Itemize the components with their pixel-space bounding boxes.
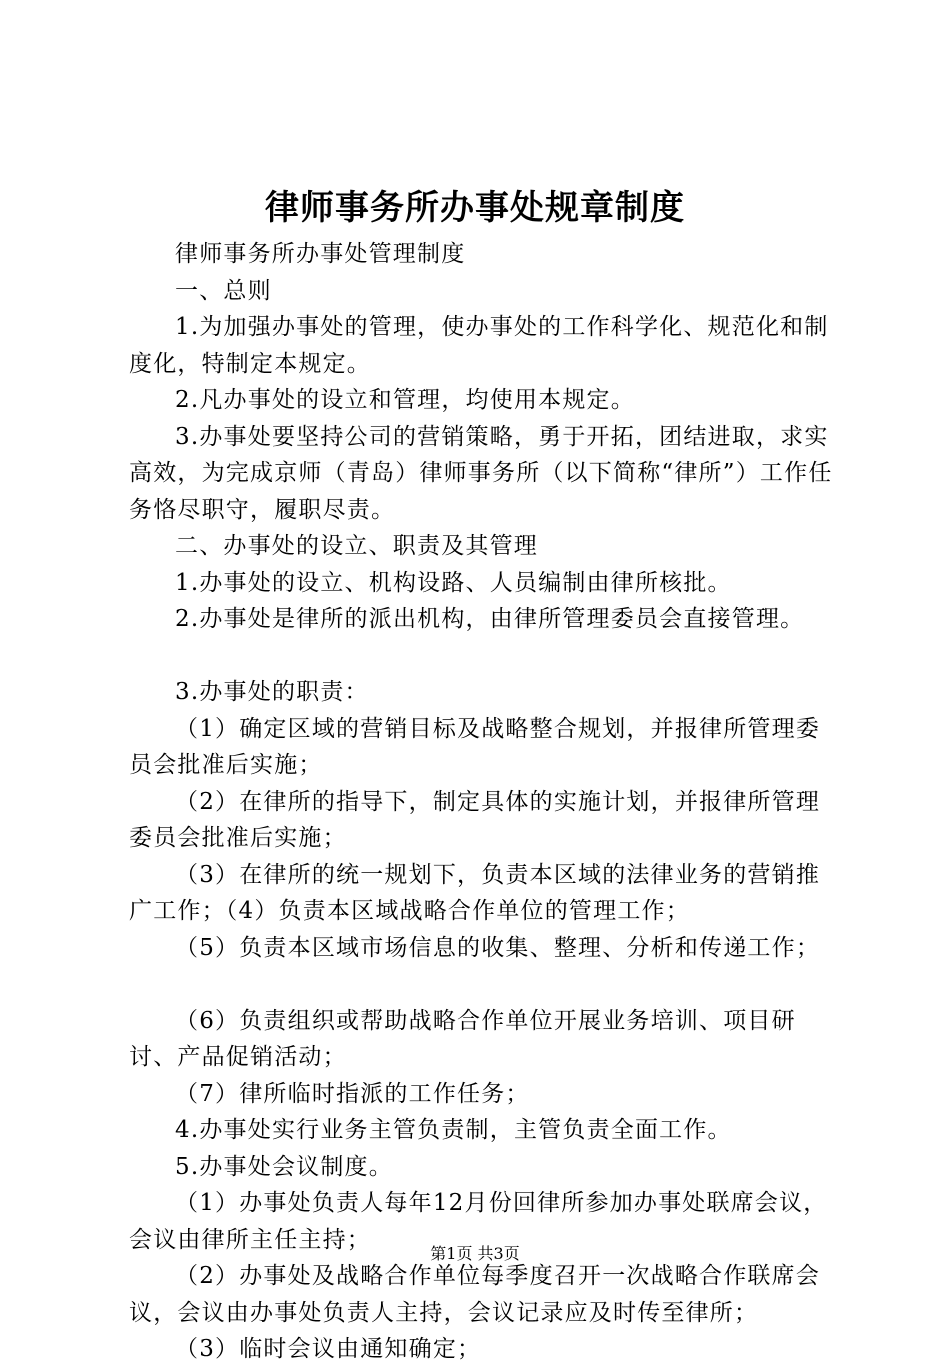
paragraph: 2.办事处是律所的派出机构，由律所管理委员会直接管理。 (175, 606, 805, 632)
paragraph: 1.为加强办事处的管理，使办事处的工作科学化、规范化和制度化，特制定本规定。 (129, 314, 829, 377)
paragraph: （1）确定区域的营销目标及战略整合规划，并报律所管理委员会批准后实施； (129, 715, 821, 778)
paragraph: 5.办事处会议制度。 (175, 1153, 393, 1180)
paragraph: 律师事务所办事处管理制度 (175, 241, 466, 267)
page-title: 律师事务所办事处规章制度 (265, 188, 685, 228)
paragraph: （7）律所临时指派的工作任务； (175, 1080, 530, 1107)
document-body (129, 236, 839, 1368)
paragraph: （3）临时会议由通知确定； (175, 1336, 482, 1362)
blank-line (129, 638, 839, 675)
paragraph: 一、总则 (175, 277, 272, 304)
paragraph: 4.办事处实行业务主管负责制，主管负责全面工作。 (175, 1117, 732, 1143)
paragraph: 3.办事处要坚持公司的营销策略，勇于开拓，团结进取，求实高效，为完成京师（青岛）律师事务所（以下简称“律所”）工作任务恪尽职守，履职尽责。 (129, 423, 833, 523)
paragraph: （1）办事处负责人每年12月份回律所参加办事处联席会议，会议由律所主任主持； (129, 1190, 828, 1253)
blank-line (129, 966, 839, 1003)
page-indicator: 第1页 共3页 (430, 1244, 520, 1263)
paragraph: （3）在律所的统一规划下，负责本区域的法律业务的营销推广工作；（4）负责本区域战略合作单位的管理工作； (129, 861, 821, 924)
paragraph: （5）负责本区域市场信息的收集、整理、分析和传递工作； (175, 934, 821, 961)
paragraph: 3.办事处的职责： (175, 679, 369, 705)
paragraph: 二、办事处的设立、职责及其管理 (175, 533, 538, 559)
paragraph: （2）办事处及战略合作单位每季度召开一次战略合作联席会议，会议由办事处负责人主持，会议记录应及时传至律所； (129, 1263, 821, 1326)
paragraph: 2.凡办事处的设立和管理，均使用本规定。 (175, 387, 635, 413)
paragraph: 1.办事处的设立、机构设路、人员编制由律所核批。 (175, 569, 732, 596)
paragraph: （2）在律所的指导下，制定具体的实施计划，并报律所管理委员会批准后实施； (129, 788, 821, 851)
paragraph: （6）负责组织或帮助战略合作单位开展业务培训、项目研讨、产品促销活动； (129, 1007, 796, 1070)
